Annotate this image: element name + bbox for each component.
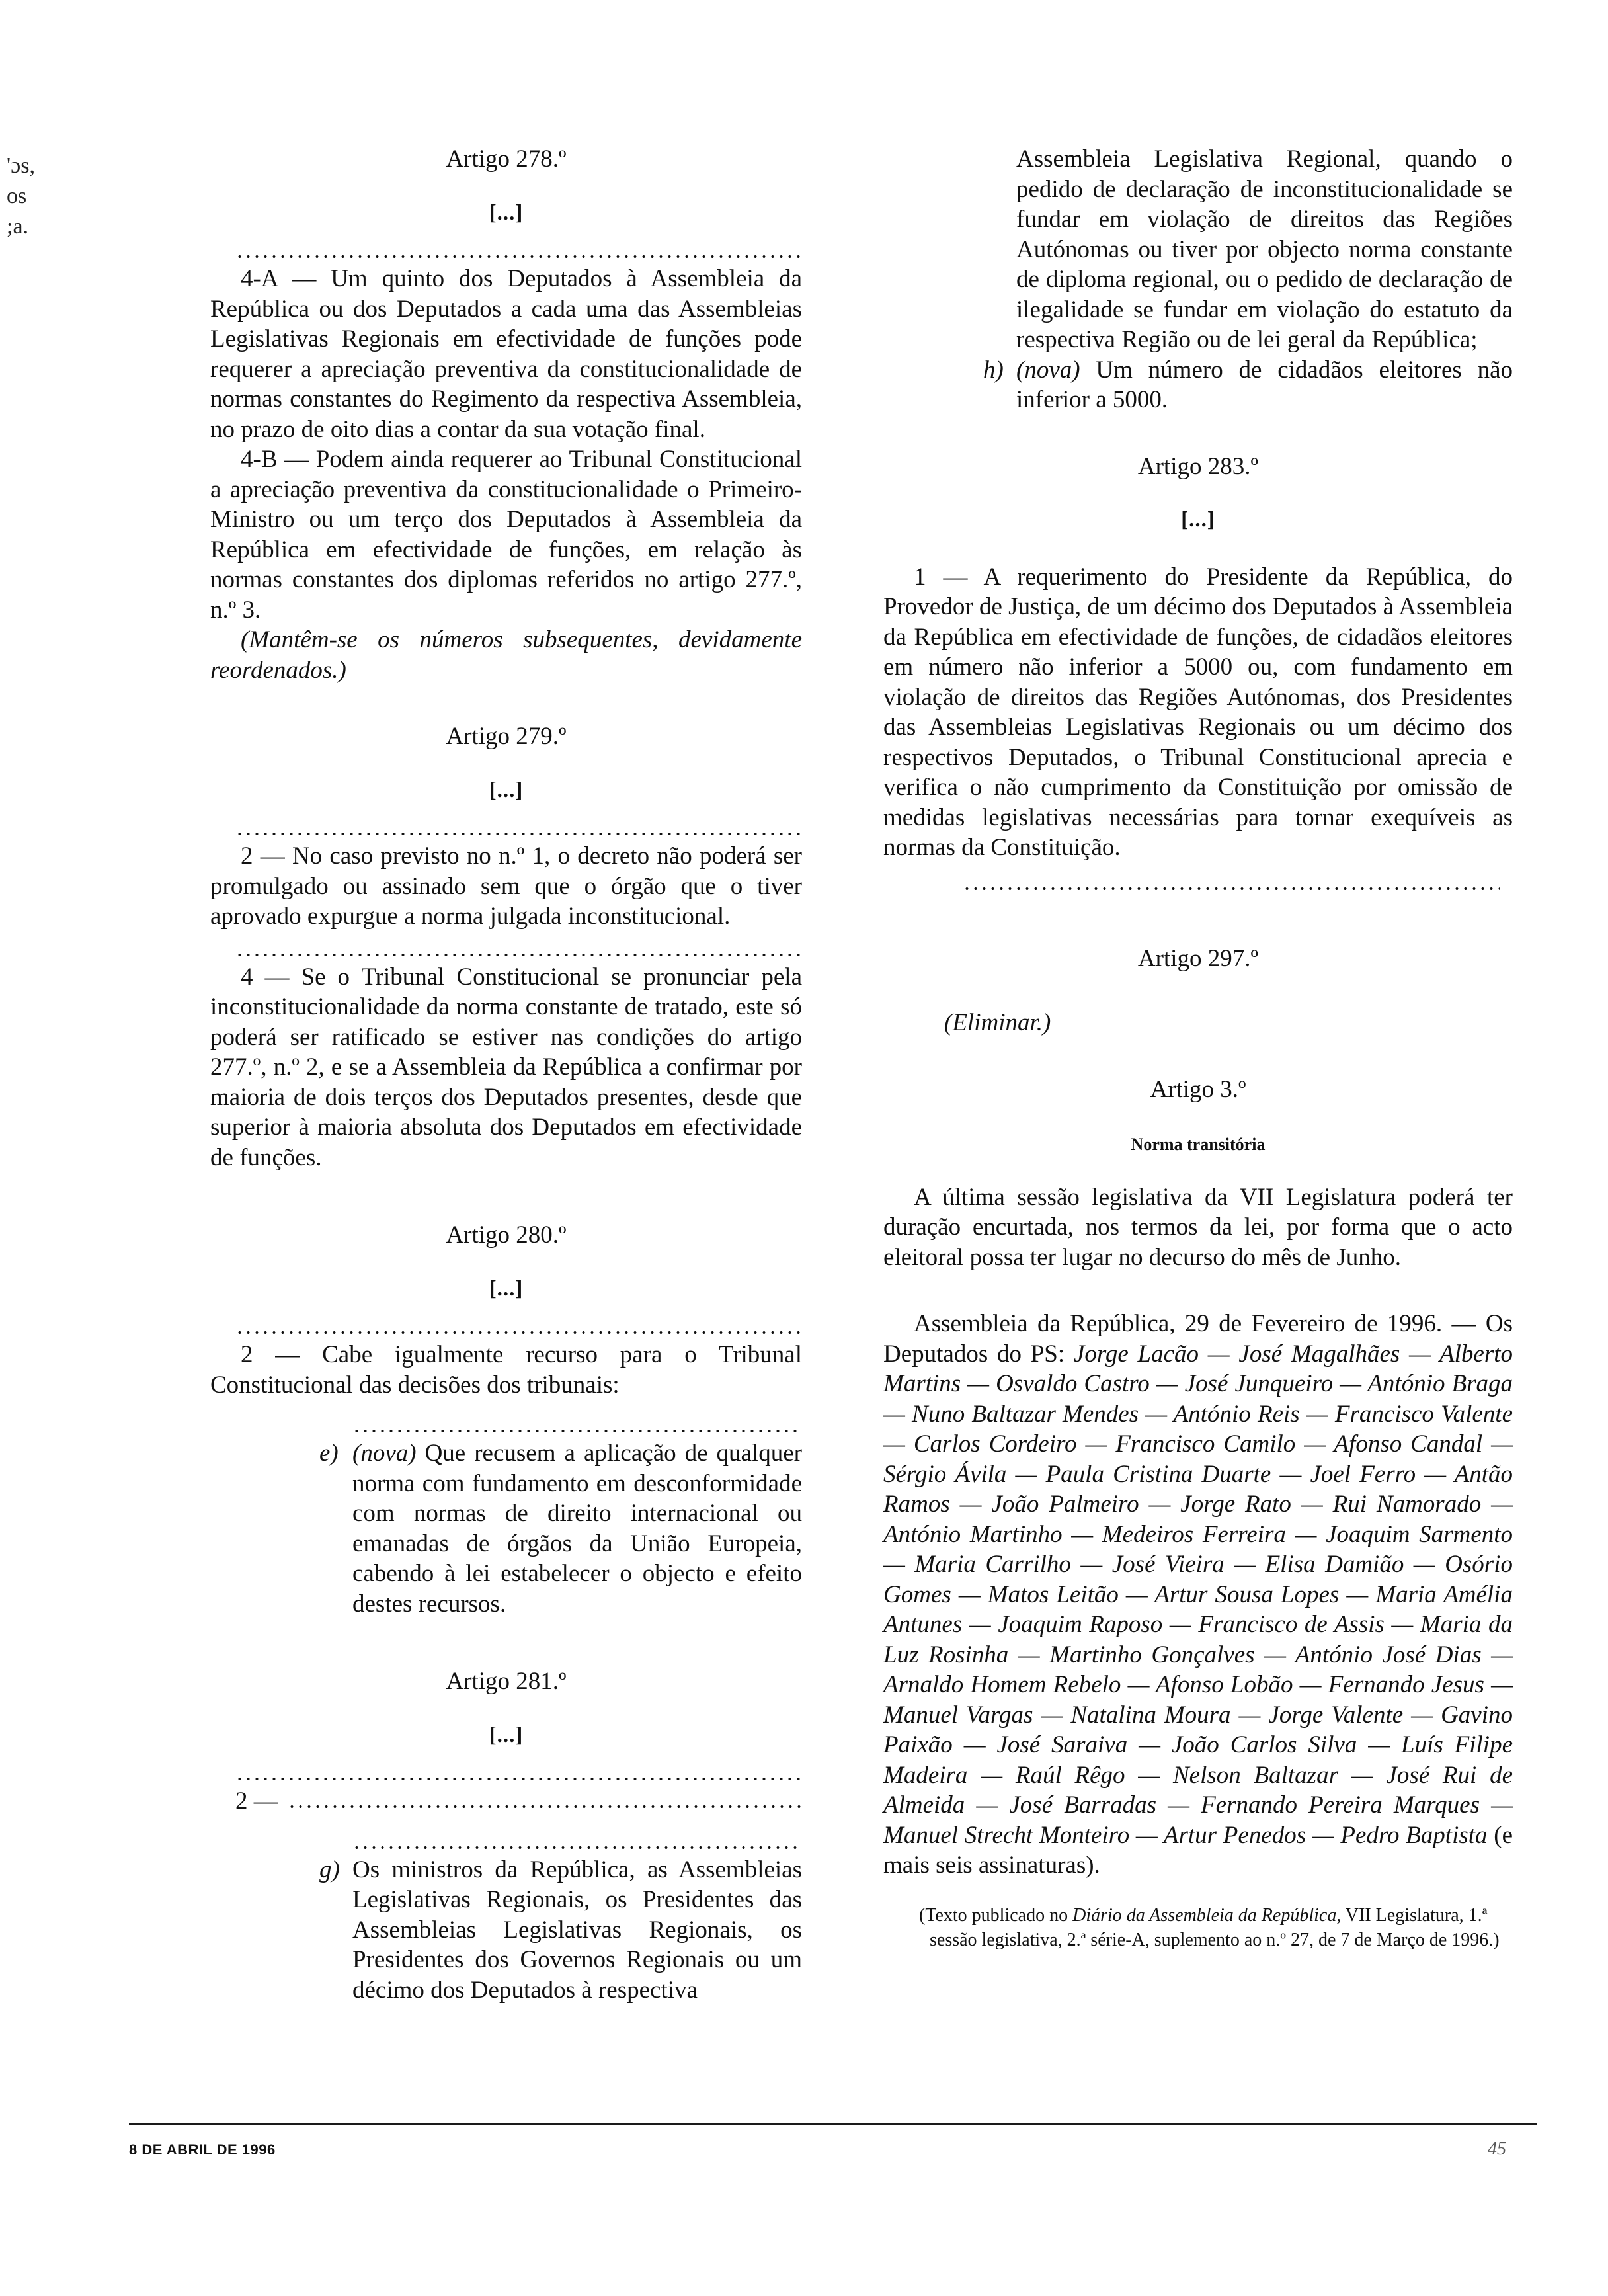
dotted-separator: [235, 1329, 802, 1336]
publication-note-prefix: (Texto publicado no: [919, 1905, 1073, 1926]
article-279: [210, 721, 802, 1172]
article-title: Artigo 279.º: [446, 723, 567, 750]
article-280: [210, 1220, 802, 1619]
paragraph-2: 2 — Cabe igualmente recurso para o Tribunal Constitucional das decisões dos tribunais:: [210, 1341, 802, 1399]
article-283: [883, 452, 1513, 892]
publication-note-suffix: , VII Legislatura, 1.ª sessão legislativa, 2.ª série-A, suplemento ao n.º 27, de 7 de Março de 1996.): [930, 1905, 1500, 1950]
new-tag: (nova): [352, 1440, 417, 1467]
eliminate-note: (Eliminar.): [944, 1009, 1051, 1036]
signature-outro: (e mais seis assinaturas).: [883, 1821, 1513, 1879]
dotted-separator: [235, 1776, 802, 1782]
dotted-separator: [352, 1428, 802, 1434]
right-column: [883, 144, 1513, 1952]
article-297: [883, 944, 1513, 1038]
paragraph-number: 2 —: [235, 1787, 278, 1815]
paragraph-1: 1 — A requerimento do Presidente da República, do Provedor de Justiça, de um décimo dos Deputados à Assembleia da República em efectividade de funções, de cidadãos eleitores em número não inferior a 5000 ou, com fundamento em violação de direitos das Regiões Autónomas, dos Presidentes das Assembleias Legislativas Regionais ou um décimo dos respectivos Deputados, o Tribunal Constitucional aprecia e verifica o não cumprimento da Constituição por omissão de medidas legislativas necessárias para tornar exequíveis as normas da Constituição.: [883, 563, 1513, 861]
publication-note: [883, 1903, 1513, 1952]
list-marker: g): [319, 1856, 340, 1883]
margin-fragment: ;a.: [7, 214, 29, 239]
signature-intro: Assembleia da República, 29 de Fevereiro de 1996. — Os Deputados do PS:: [883, 1310, 1513, 1368]
dotted-separator: [235, 831, 802, 837]
omission-marker: [...]: [489, 778, 524, 802]
journal-title: Diário da Assembleia da República: [1072, 1905, 1337, 1926]
list-marker: h): [983, 356, 1004, 384]
page-number: 45: [1488, 2139, 1506, 2159]
left-column: [210, 144, 802, 2005]
article-278: [210, 144, 802, 685]
omission-marker: [...]: [489, 1276, 524, 1301]
paragraph-4b: 4-B — Podem ainda requerer ao Tribunal Constitucional a apreciação preventiva da constitucionalidade o Primeiro-Ministro ou um terço dos Deputados à Assembleia da República em efectividade de funções, em relação às normas constantes dos diplomas referidos no artigo 277.º, n.º 3.: [210, 446, 802, 624]
article-title: Artigo 280.º: [446, 1221, 567, 1249]
omission-marker: [...]: [1181, 508, 1215, 532]
paragraph-2: 2 — No caso previsto no n.º 1, o decreto não poderá ser promulgado ou assinado sem que o órgão que o tiver aprovado expurgue a norma julgada inconstitucional.: [210, 842, 802, 930]
editorial-note: (Mantêm-se os números subsequentes, devidamente reordenados.): [210, 626, 802, 684]
article-title: Artigo 297.º: [1137, 944, 1259, 972]
transitional-text: A última sessão legislativa da VII Legislatura poderá ter duração encurtada, nos termos da lei, por forma que o acto eleitoral possa ter lugar no decurso do mês de Junho.: [883, 1183, 1513, 1271]
omission-marker: [...]: [489, 1723, 524, 1747]
article-281: [210, 1666, 802, 2005]
footer-date: 8 DE ABRIL DE 1996: [129, 2141, 276, 2158]
dotted-separator: [963, 885, 1500, 892]
article-title: Artigo 281.º: [446, 1668, 567, 1695]
article-281-continuation: [883, 144, 1513, 415]
margin-fragment: 'ɔs,: [7, 153, 35, 178]
dotted-separator: [352, 1844, 802, 1851]
list-item-text: Um número de cidadãos eleitores não inferior a 5000.: [1016, 356, 1513, 413]
dotted-separator: [235, 952, 802, 958]
list-item-h: [983, 355, 1513, 415]
margin-fragment: os: [7, 184, 27, 208]
signatory-names: Jorge Lacão — José Magalhães — Alberto Martins — Osvaldo Castro — José Junqueiro — António Braga — Nuno Baltazar Mendes — António Reis — Francisco Valente — Carlos Cordeiro — Francisco Camilo — Afonso Candal — Sérgio Ávila — Paula Cristina Duarte — Joel Ferro — Antão Ramos — João Palmeiro — Jorge Rato — Rui Namorado — António Martinho — Medeiros Ferreira — Joaquim Sarmento — Maria Carrilho — José Vieira — Elisa Damião — Osório Gomes — Matos Leitão — Artur Sousa Lopes — Maria Amélia Antunes — Joaquim Raposo — Francisco de Assis — Maria da Luz Rosinha — Martinho Gonçalves — António José Dias — Arnaldo Homem Rebelo — Afonso Lobão — Fernando Jesus — Manuel Vargas — Natalina Moura — Jorge Valente — Gavino Paixão — José Saraiva — João Carlos Silva — Luís Filipe Madeira — Raúl Rêgo — Nelson Baltazar — José Rui de Almeida — José Barradas — Fernando Pereira Marques — Manuel Strecht Monteiro — Artur Penedos — Pedro Baptista: [883, 1340, 1513, 1849]
omission-marker: [...]: [489, 200, 524, 225]
paragraph-4a: 4-A — Um quinto dos Deputados à Assembleia da República ou dos Deputados a cada uma das Assembleias Legislativas Regionais em efectividade de funções pode requerer a apreciação preventiva da constitucionalidade de normas constantes do Regimento da respectiva Assembleia, no prazo de oito dias a contar da sua votação final.: [210, 265, 802, 443]
paragraph-2-placeholder: [235, 1786, 802, 1817]
list-item-text: Que recusem a aplicação de qualquer norma com fundamento em desconformidade com normas de direito internacional ou emanadas de órgãos da União Europeia, cabendo à lei estabelecer o objecto e efeito destes recursos.: [352, 1440, 802, 1618]
signatures: [883, 1309, 1513, 1881]
list-marker: e): [319, 1440, 339, 1467]
continued-text: Assembleia Legislativa Regional, quando o pedido de declaração de inconstitucionalidade se fundar em violação de direitos das Regiões Autónomas ou tiver por objecto norma constante de diploma regional, ou o pedido de declaração de ilegalidade se fundar em violação do estatuto da respectiva Região ou de lei geral da República;: [1016, 145, 1513, 353]
article-3: [883, 1075, 1513, 1273]
footer-rule: [129, 2123, 1537, 2125]
article-title: Artigo 3.º: [1150, 1075, 1246, 1103]
list-item-e: [210, 1438, 802, 1619]
new-tag: (nova): [1016, 356, 1080, 384]
list-item-g: [210, 1855, 802, 2006]
paragraph-4: 4 — Se o Tribunal Constitucional se pronunciar pela inconstitucionalidade da norma constante de tratado, este só poderá ser ratificado se estiver nas condições do artigo 277.º, n.º 2, e se a Assembleia da República a confirmar por maioria de dois terços dos Deputados presentes, desde que superior à maioria absoluta dos Deputados em efectividade de funções.: [210, 963, 802, 1171]
dotted-separator: [235, 253, 802, 260]
signature-block: [883, 1309, 1513, 1881]
article-title: Artigo 283.º: [1137, 452, 1259, 480]
dotted-fill: [288, 1803, 802, 1810]
article-title: Artigo 278.º: [446, 145, 567, 173]
list-item-text: Os ministros da República, as Assembleias Legislativas Regionais, os Presidentes das Assembleias Legislativas Regionais, os Presidentes dos Governos Regionais ou um décimo dos Deputados à respectiva: [352, 1856, 802, 2004]
article-subtitle: Norma transitória: [1131, 1135, 1266, 1154]
